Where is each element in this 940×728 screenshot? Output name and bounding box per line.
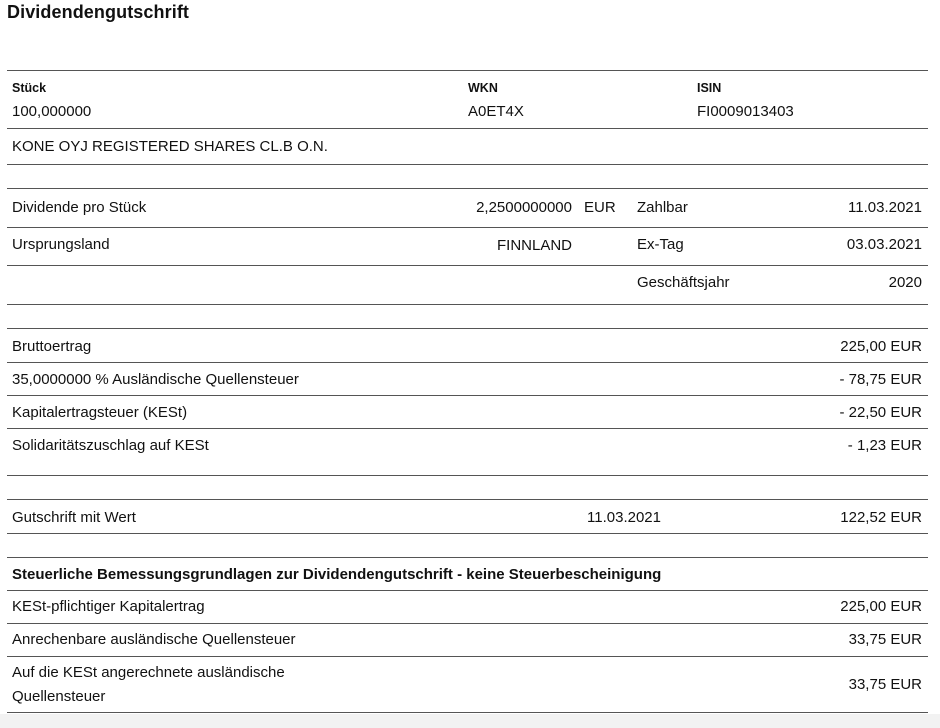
divider [7,499,928,500]
tax-row-label-line1: Auf die KESt angerechnete ausländische [12,664,285,681]
tax-row-label: KESt-pflichtiger Kapitalertrag [12,598,205,615]
stueck-label: Stück [12,81,47,95]
amount-label: 35,0000000 % Ausländische Quellensteuer [12,371,299,388]
amount-label: Solidaritätszuschlag auf KESt [12,437,209,454]
tax-row-label-line2: Quellensteuer [12,688,106,705]
isin-value: FI0009013403 [697,103,794,120]
divider [7,712,928,713]
divider [7,557,928,558]
extag-value: 03.03.2021 [846,236,922,253]
divider [7,188,928,189]
security-name: KONE OYJ REGISTERED SHARES CL.B O.N. [12,138,328,155]
divider [7,475,928,476]
divider [7,623,928,624]
zahlbar-value: 11.03.2021 [848,199,922,216]
ursprungsland-value: FINNLAND [496,237,572,254]
tax-heading: Steuerliche Bemessungsgrundlagen zur Dividendengutschrift - keine Steuerbescheinigung [12,566,662,583]
tax-row-label: Anrechenbare ausländische Quellensteuer [12,631,296,648]
amount-value: - 22,50 EUR [839,404,922,421]
page-bottom-band [0,714,940,728]
dividende-label: Dividende pro Stück [12,199,147,216]
ursprungsland-label: Ursprungsland [12,236,110,253]
divider [7,590,928,591]
gutschrift-value: 122,52 EUR [840,509,922,526]
divider [7,164,928,165]
amount-value: - 1,23 EUR [847,437,922,454]
tax-row-value: 33,75 EUR [848,676,922,693]
amount-label: Kapitalertragsteuer (KESt) [12,404,188,421]
divider [7,328,928,329]
divider [7,265,928,266]
gutschrift-date: 11.03.2021 [587,509,661,526]
dividende-value: 2,2500000000 [476,199,572,216]
divider [7,533,928,534]
tax-row-value: 33,75 EUR [848,631,922,648]
divider [7,227,928,228]
amount-value: - 78,75 EUR [839,371,922,388]
geschaeftsjahr-value: 2020 [888,274,922,291]
divider [7,395,928,396]
geschaeftsjahr-label: Geschäftsjahr [637,274,730,291]
isin-label: ISIN [697,81,722,95]
divider [7,70,928,71]
amount-label: Bruttoertrag [12,338,92,355]
stueck-value: 100,000000 [12,103,92,120]
extag-label: Ex-Tag [637,236,684,253]
tax-row-value: 225,00 EUR [840,598,922,615]
divider [7,656,928,657]
zahlbar-label: Zahlbar [637,199,688,216]
divider [7,428,928,429]
wkn-label: WKN [468,81,498,95]
amount-value: 225,00 EUR [840,338,922,355]
divider [7,304,928,305]
divider [7,362,928,363]
gutschrift-label: Gutschrift mit Wert [12,509,136,526]
wkn-value: A0ET4X [468,103,524,120]
document-title: Dividendengutschrift [7,2,190,22]
dividende-currency: EUR [584,199,616,216]
divider [7,128,928,129]
